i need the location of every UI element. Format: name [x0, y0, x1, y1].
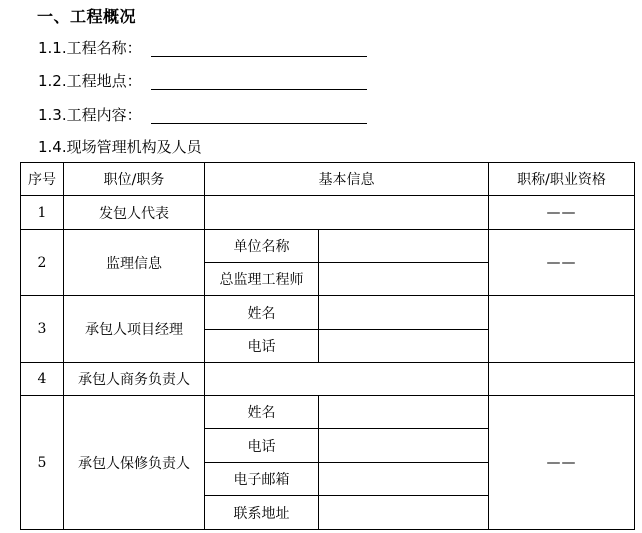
project-content-field[interactable] — [38, 104, 142, 128]
section-title: 一、工程概况 — [37, 7, 137, 26]
info-value-cell[interactable] — [319, 429, 489, 463]
header-no: 序号 — [21, 163, 64, 196]
table-row — [21, 230, 635, 263]
project-name-label: 1.1.工程名称： — [38, 39, 142, 57]
table-row — [21, 196, 635, 230]
row-number: 1 — [21, 196, 64, 230]
project-location-label: 1.2.工程地点： — [38, 72, 142, 90]
row-role: 承包人保修负责人 — [64, 396, 205, 530]
qualification-cell: —— — [489, 396, 635, 530]
project-content-blank-line[interactable] — [151, 123, 367, 124]
project-location-blank-line[interactable] — [151, 89, 367, 90]
qualification-cell: —— — [489, 196, 635, 230]
qualification-cell[interactable] — [489, 363, 635, 396]
row-number: 5 — [21, 396, 64, 530]
info-label: 联系地址 — [205, 496, 319, 530]
info-value-cell[interactable] — [205, 363, 489, 396]
row-number: 3 — [21, 296, 64, 363]
table-row — [21, 296, 635, 330]
info-label: 电话 — [205, 330, 319, 363]
table-header-row — [21, 163, 635, 196]
header-basic-info: 基本信息 — [205, 163, 489, 196]
table-row — [21, 363, 635, 396]
row-role: 监理信息 — [64, 230, 205, 296]
info-label: 电话 — [205, 429, 319, 463]
info-value-cell[interactable] — [319, 296, 489, 330]
table-row — [21, 396, 635, 429]
info-label: 电子邮箱 — [205, 463, 319, 496]
row-role: 承包人商务负责人 — [64, 363, 205, 396]
info-label: 总监理工程师 — [205, 263, 319, 296]
info-value-cell[interactable] — [319, 330, 489, 363]
project-name-blank-line[interactable] — [151, 56, 367, 57]
row-number: 4 — [21, 363, 64, 396]
info-value-cell[interactable] — [319, 463, 489, 496]
info-label: 姓名 — [205, 296, 319, 330]
info-value-cell[interactable] — [319, 230, 489, 263]
qualification-cell: —— — [489, 230, 635, 296]
info-value-cell[interactable] — [319, 263, 489, 296]
qualification-cell[interactable] — [489, 296, 635, 363]
project-content-label: 1.3.工程内容： — [38, 106, 142, 124]
row-role: 承包人项目经理 — [64, 296, 205, 363]
row-number: 2 — [21, 230, 64, 296]
project-location-field[interactable] — [38, 70, 142, 94]
info-value-cell[interactable] — [205, 196, 489, 230]
info-value-cell[interactable] — [319, 396, 489, 429]
project-name-field[interactable] — [38, 37, 142, 61]
info-label: 单位名称 — [205, 230, 319, 263]
info-value-cell[interactable] — [319, 496, 489, 530]
site-management-subheading: 1.4.现场管理机构及人员 — [38, 138, 202, 156]
staff-table — [20, 162, 635, 530]
info-label: 姓名 — [205, 396, 319, 429]
header-qualification: 职称/职业资格 — [489, 163, 635, 196]
header-role: 职位/职务 — [64, 163, 205, 196]
row-role: 发包人代表 — [64, 196, 205, 230]
